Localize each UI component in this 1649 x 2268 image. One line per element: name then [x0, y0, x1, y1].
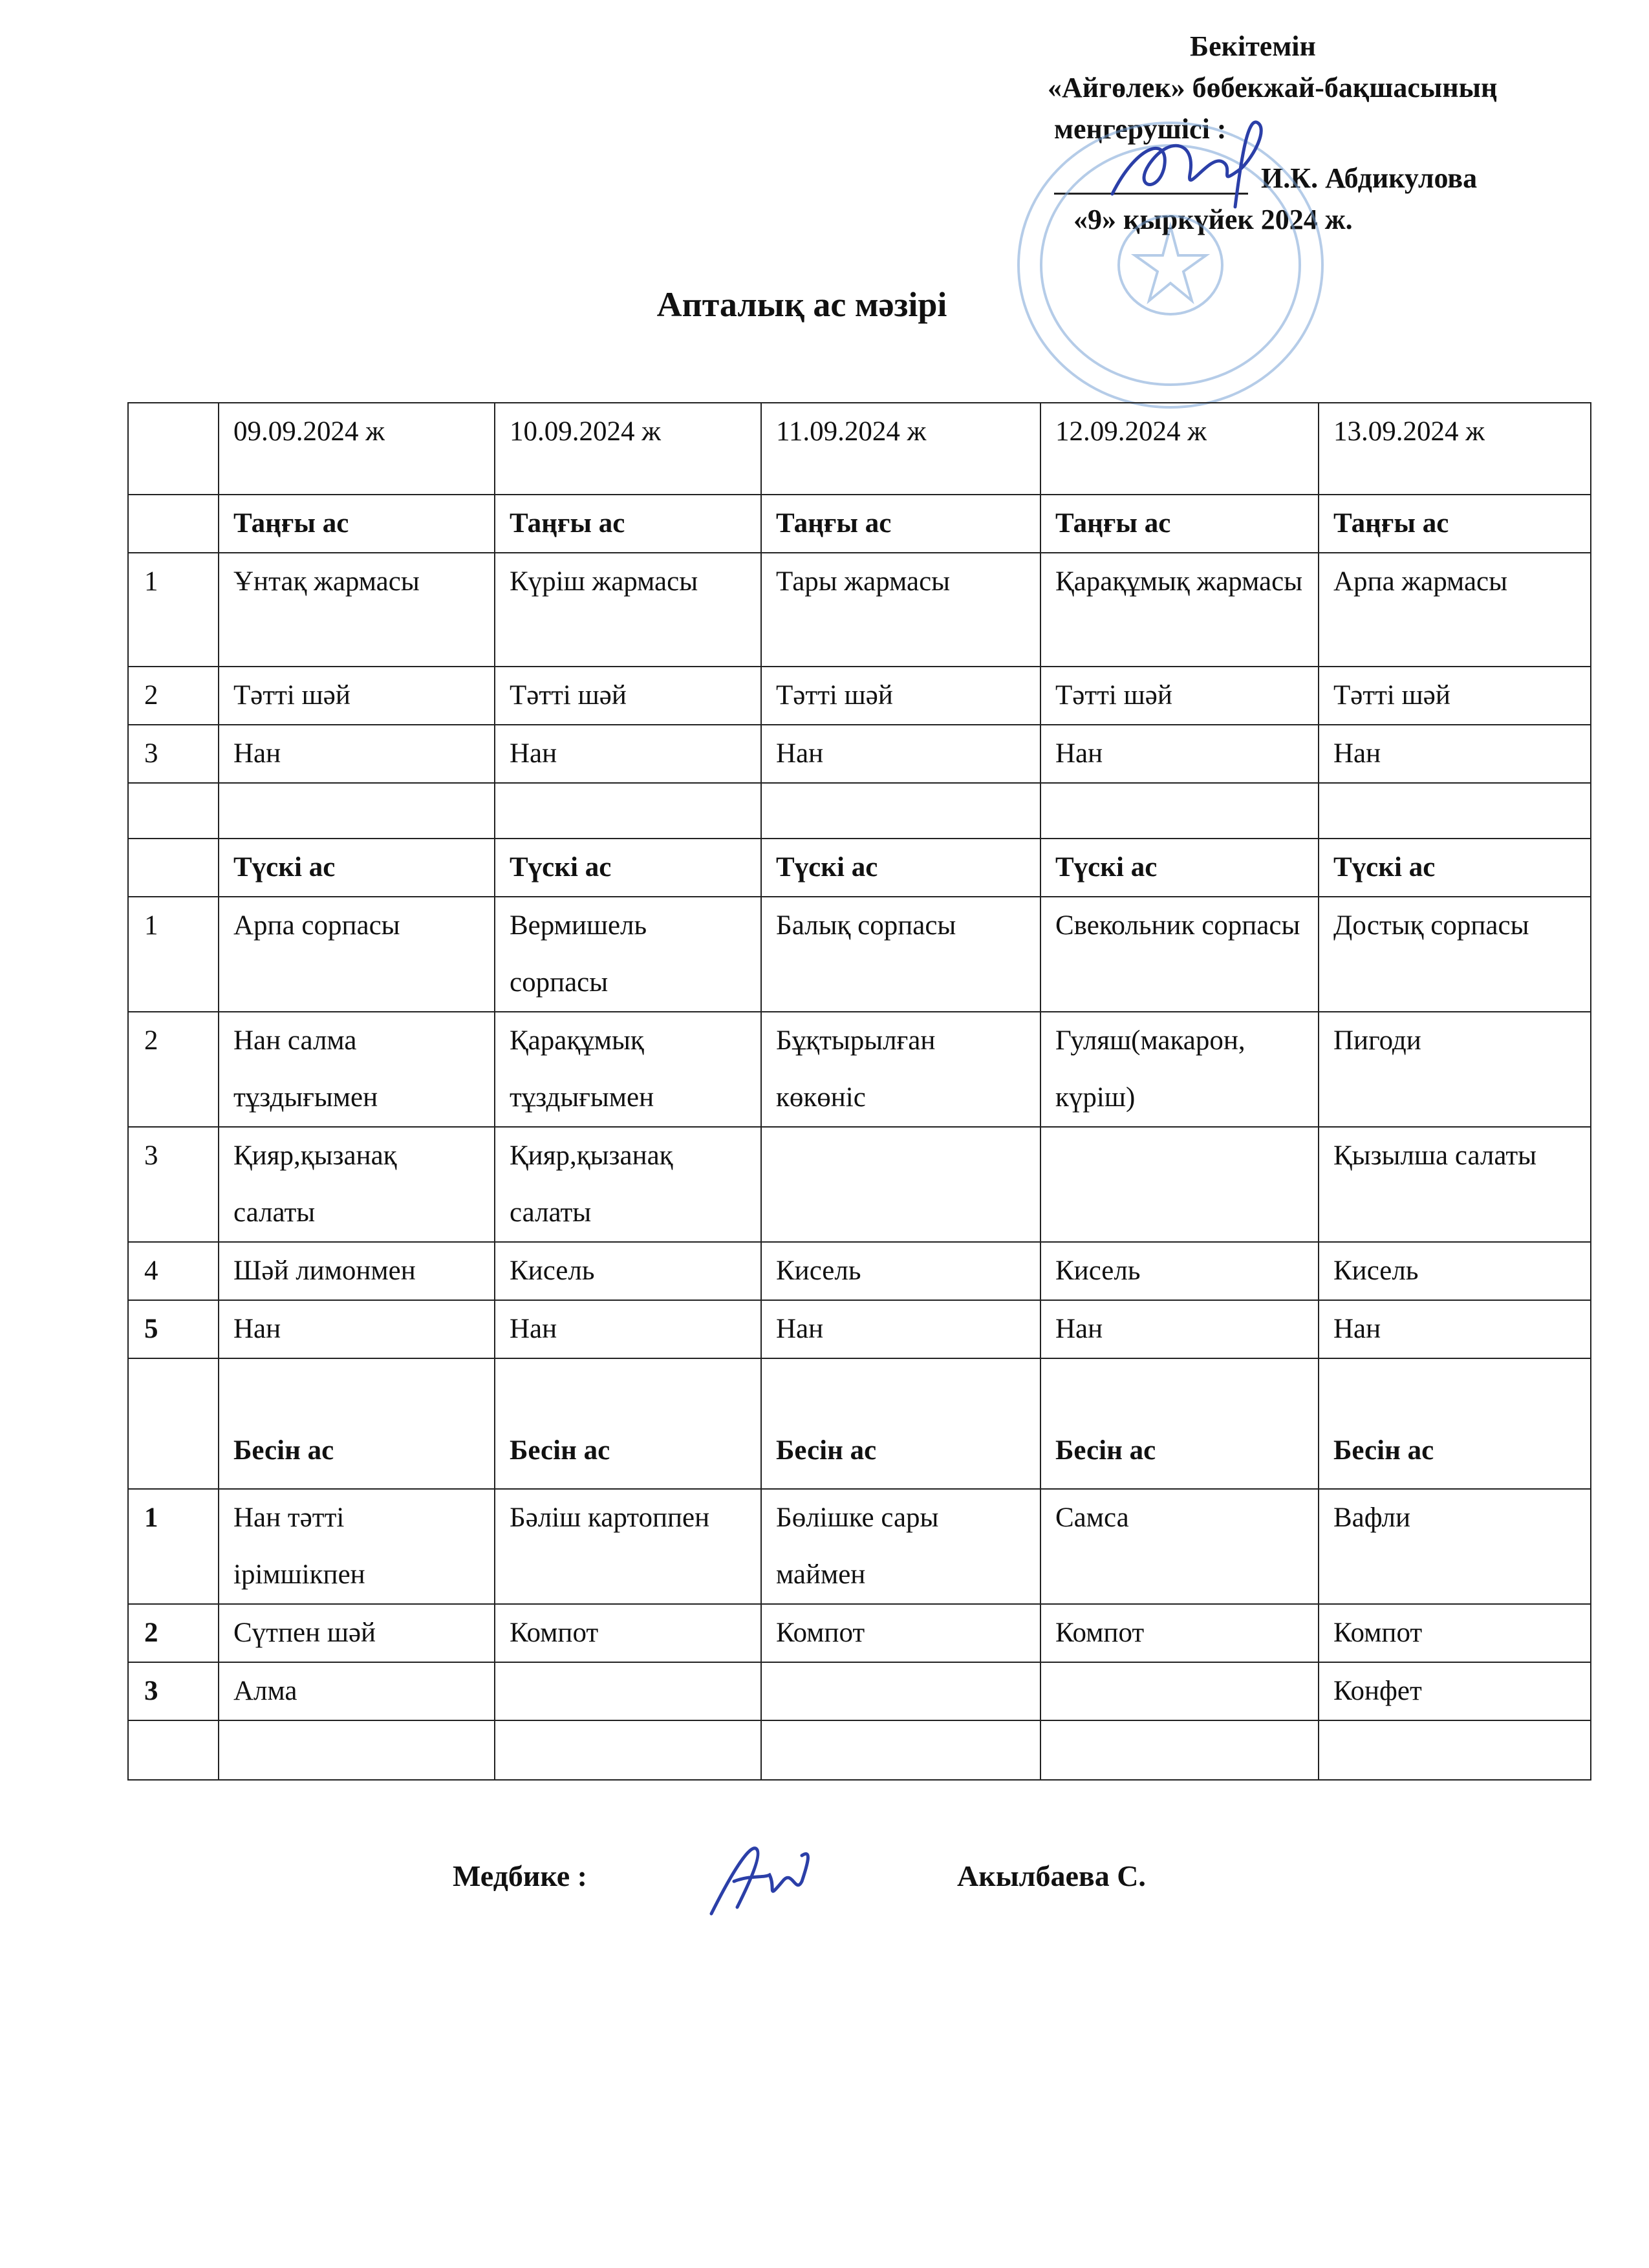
menu-cell: Вафли [1319, 1489, 1591, 1604]
approval-heading: Бекітемін [1190, 30, 1316, 62]
menu-cell: Арпа жармасы [1319, 553, 1591, 667]
table-row [128, 725, 1591, 783]
table-row [128, 1127, 1591, 1242]
menu-cell [495, 1662, 761, 1720]
menu-cell: Бәліш картоппен [495, 1489, 761, 1604]
date-cell: 11.09.2024 ж [761, 403, 1040, 495]
menu-cell: Нан [495, 1300, 761, 1358]
menu-cell: Нан [1040, 1300, 1319, 1358]
menu-cell: Компот [761, 1604, 1040, 1662]
menu-cell: Қияр,қызанақ салаты [495, 1127, 761, 1242]
menu-cell: Нан [1040, 725, 1319, 783]
row-number: 4 [128, 1242, 219, 1300]
menu-cell: Сүтпен шәй [219, 1604, 495, 1662]
section-heading: Таңғы ас [219, 495, 495, 553]
corner-cell [128, 403, 219, 495]
date-cell: 13.09.2024 ж [1319, 403, 1591, 495]
date-cell: 12.09.2024 ж [1040, 403, 1319, 495]
menu-cell: Нан [219, 1300, 495, 1358]
empty-row [128, 1720, 1591, 1780]
section-heading: Таңғы ас [1040, 495, 1319, 553]
table-row [128, 1300, 1591, 1358]
section-heading: Бесін ас [761, 1358, 1040, 1489]
menu-cell: Тәтті шәй [1319, 667, 1591, 725]
menu-cell: Нан салма тұздығымен [219, 1012, 495, 1127]
approval-date: «9» қыркүйек 2024 ж. [1073, 204, 1353, 235]
menu-cell: Тәтті шәй [219, 667, 495, 725]
menu-cell: Свекольник сорпасы [1040, 897, 1319, 1012]
menu-cell: Қызылша салаты [1319, 1127, 1591, 1242]
table-row [128, 1489, 1591, 1604]
menu-cell: Бұқтырылған көкөніс [761, 1012, 1040, 1127]
nurse-label: Медбике : [453, 1859, 587, 1892]
table-row [128, 667, 1591, 725]
row-number: 1 [128, 553, 219, 667]
row-number: 3 [128, 725, 219, 783]
menu-cell: Арпа сорпасы [219, 897, 495, 1012]
menu-cell: Компот [1040, 1604, 1319, 1662]
menu-cell: Балық сорпасы [761, 897, 1040, 1012]
weekly-menu-table [127, 402, 1591, 1781]
menu-cell: Самса [1040, 1489, 1319, 1604]
menu-cell: Нан [219, 725, 495, 783]
menu-cell: Тары жармасы [761, 553, 1040, 667]
row-number: 3 [128, 1662, 219, 1720]
section-heading: Түскі ас [1319, 839, 1591, 897]
menu-cell: Бөлішке сары маймен [761, 1489, 1040, 1604]
menu-cell: Нан [1319, 1300, 1591, 1358]
table-row [128, 897, 1591, 1012]
menu-cell: Кисель [761, 1242, 1040, 1300]
approval-director-name: И.К. Абдикулова [1261, 162, 1478, 194]
table-row [128, 1604, 1591, 1662]
section-heading: Бесін ас [1319, 1358, 1591, 1489]
approval-organization: «Айгөлек» бөбекжай-бақшасының [1048, 72, 1498, 103]
nurse-signature-icon [705, 1836, 821, 1927]
section-heading: Таңғы ас [495, 495, 761, 553]
row-number: 5 [128, 1300, 219, 1358]
empty-row [128, 783, 1591, 839]
menu-cell: Шәй лимонмен [219, 1242, 495, 1300]
row-number: 2 [128, 1604, 219, 1662]
menu-cell: Нан тәтті ірімшікпен [219, 1489, 495, 1604]
section-heading: Бесін ас [219, 1358, 495, 1489]
menu-cell: Күріш жармасы [495, 553, 761, 667]
row-number: 2 [128, 667, 219, 725]
lunch-header-row [128, 839, 1591, 897]
menu-cell: Кисель [495, 1242, 761, 1300]
menu-cell: Нан [495, 725, 761, 783]
row-number: 3 [128, 1127, 219, 1242]
row-number: 2 [128, 1012, 219, 1127]
menu-cell: Пигоди [1319, 1012, 1591, 1127]
table-row [128, 1242, 1591, 1300]
breakfast-header-row [128, 495, 1591, 553]
menu-cell: Гуляш(макарон, күріш) [1040, 1012, 1319, 1127]
menu-cell: Қарақұмық жармасы [1040, 553, 1319, 667]
menu-cell: Тәтті шәй [761, 667, 1040, 725]
menu-cell: Достық сорпасы [1319, 897, 1591, 1012]
menu-cell: Нан [761, 1300, 1040, 1358]
director-signature-icon [1093, 116, 1287, 220]
section-heading: Түскі ас [761, 839, 1040, 897]
section-heading: Түскі ас [495, 839, 761, 897]
dates-row [128, 403, 1591, 495]
nurse-name: Акылбаева С. [957, 1859, 1146, 1892]
section-heading: Таңғы ас [1319, 495, 1591, 553]
table-row [128, 1012, 1591, 1127]
menu-cell: Кисель [1319, 1242, 1591, 1300]
menu-cell: Компот [1319, 1604, 1591, 1662]
date-cell: 10.09.2024 ж [495, 403, 761, 495]
section-heading: Бесін ас [1040, 1358, 1319, 1489]
section-heading: Түскі ас [1040, 839, 1319, 897]
menu-cell: Ұнтақ жармасы [219, 553, 495, 667]
menu-cell [1040, 1127, 1319, 1242]
menu-cell: Конфет [1319, 1662, 1591, 1720]
date-cell: 09.09.2024 ж [219, 403, 495, 495]
menu-cell: Вермишель сорпасы [495, 897, 761, 1012]
page-title: Апталық ас мәзірі [656, 285, 947, 324]
menu-cell: Алма [219, 1662, 495, 1720]
menu-cell: Кисель [1040, 1242, 1319, 1300]
menu-cell: Тәтті шәй [495, 667, 761, 725]
menu-cell: Тәтті шәй [1040, 667, 1319, 725]
row-number: 1 [128, 897, 219, 1012]
section-heading: Түскі ас [219, 839, 495, 897]
row-number: 1 [128, 1489, 219, 1604]
snack-header-row [128, 1358, 1591, 1489]
menu-cell: Компот [495, 1604, 761, 1662]
table-row [128, 553, 1591, 667]
menu-cell: Нан [1319, 725, 1591, 783]
menu-cell [761, 1127, 1040, 1242]
section-heading: Таңғы ас [761, 495, 1040, 553]
menu-cell [1040, 1662, 1319, 1720]
table-row [128, 1662, 1591, 1720]
menu-cell [761, 1662, 1040, 1720]
menu-cell: Қарақұмық тұздығымен [495, 1012, 761, 1127]
section-heading: Бесін ас [495, 1358, 761, 1489]
menu-cell: Нан [761, 725, 1040, 783]
approval-position: меңгерушісі : [1054, 113, 1227, 145]
menu-cell: Қияр,қызанақ салаты [219, 1127, 495, 1242]
